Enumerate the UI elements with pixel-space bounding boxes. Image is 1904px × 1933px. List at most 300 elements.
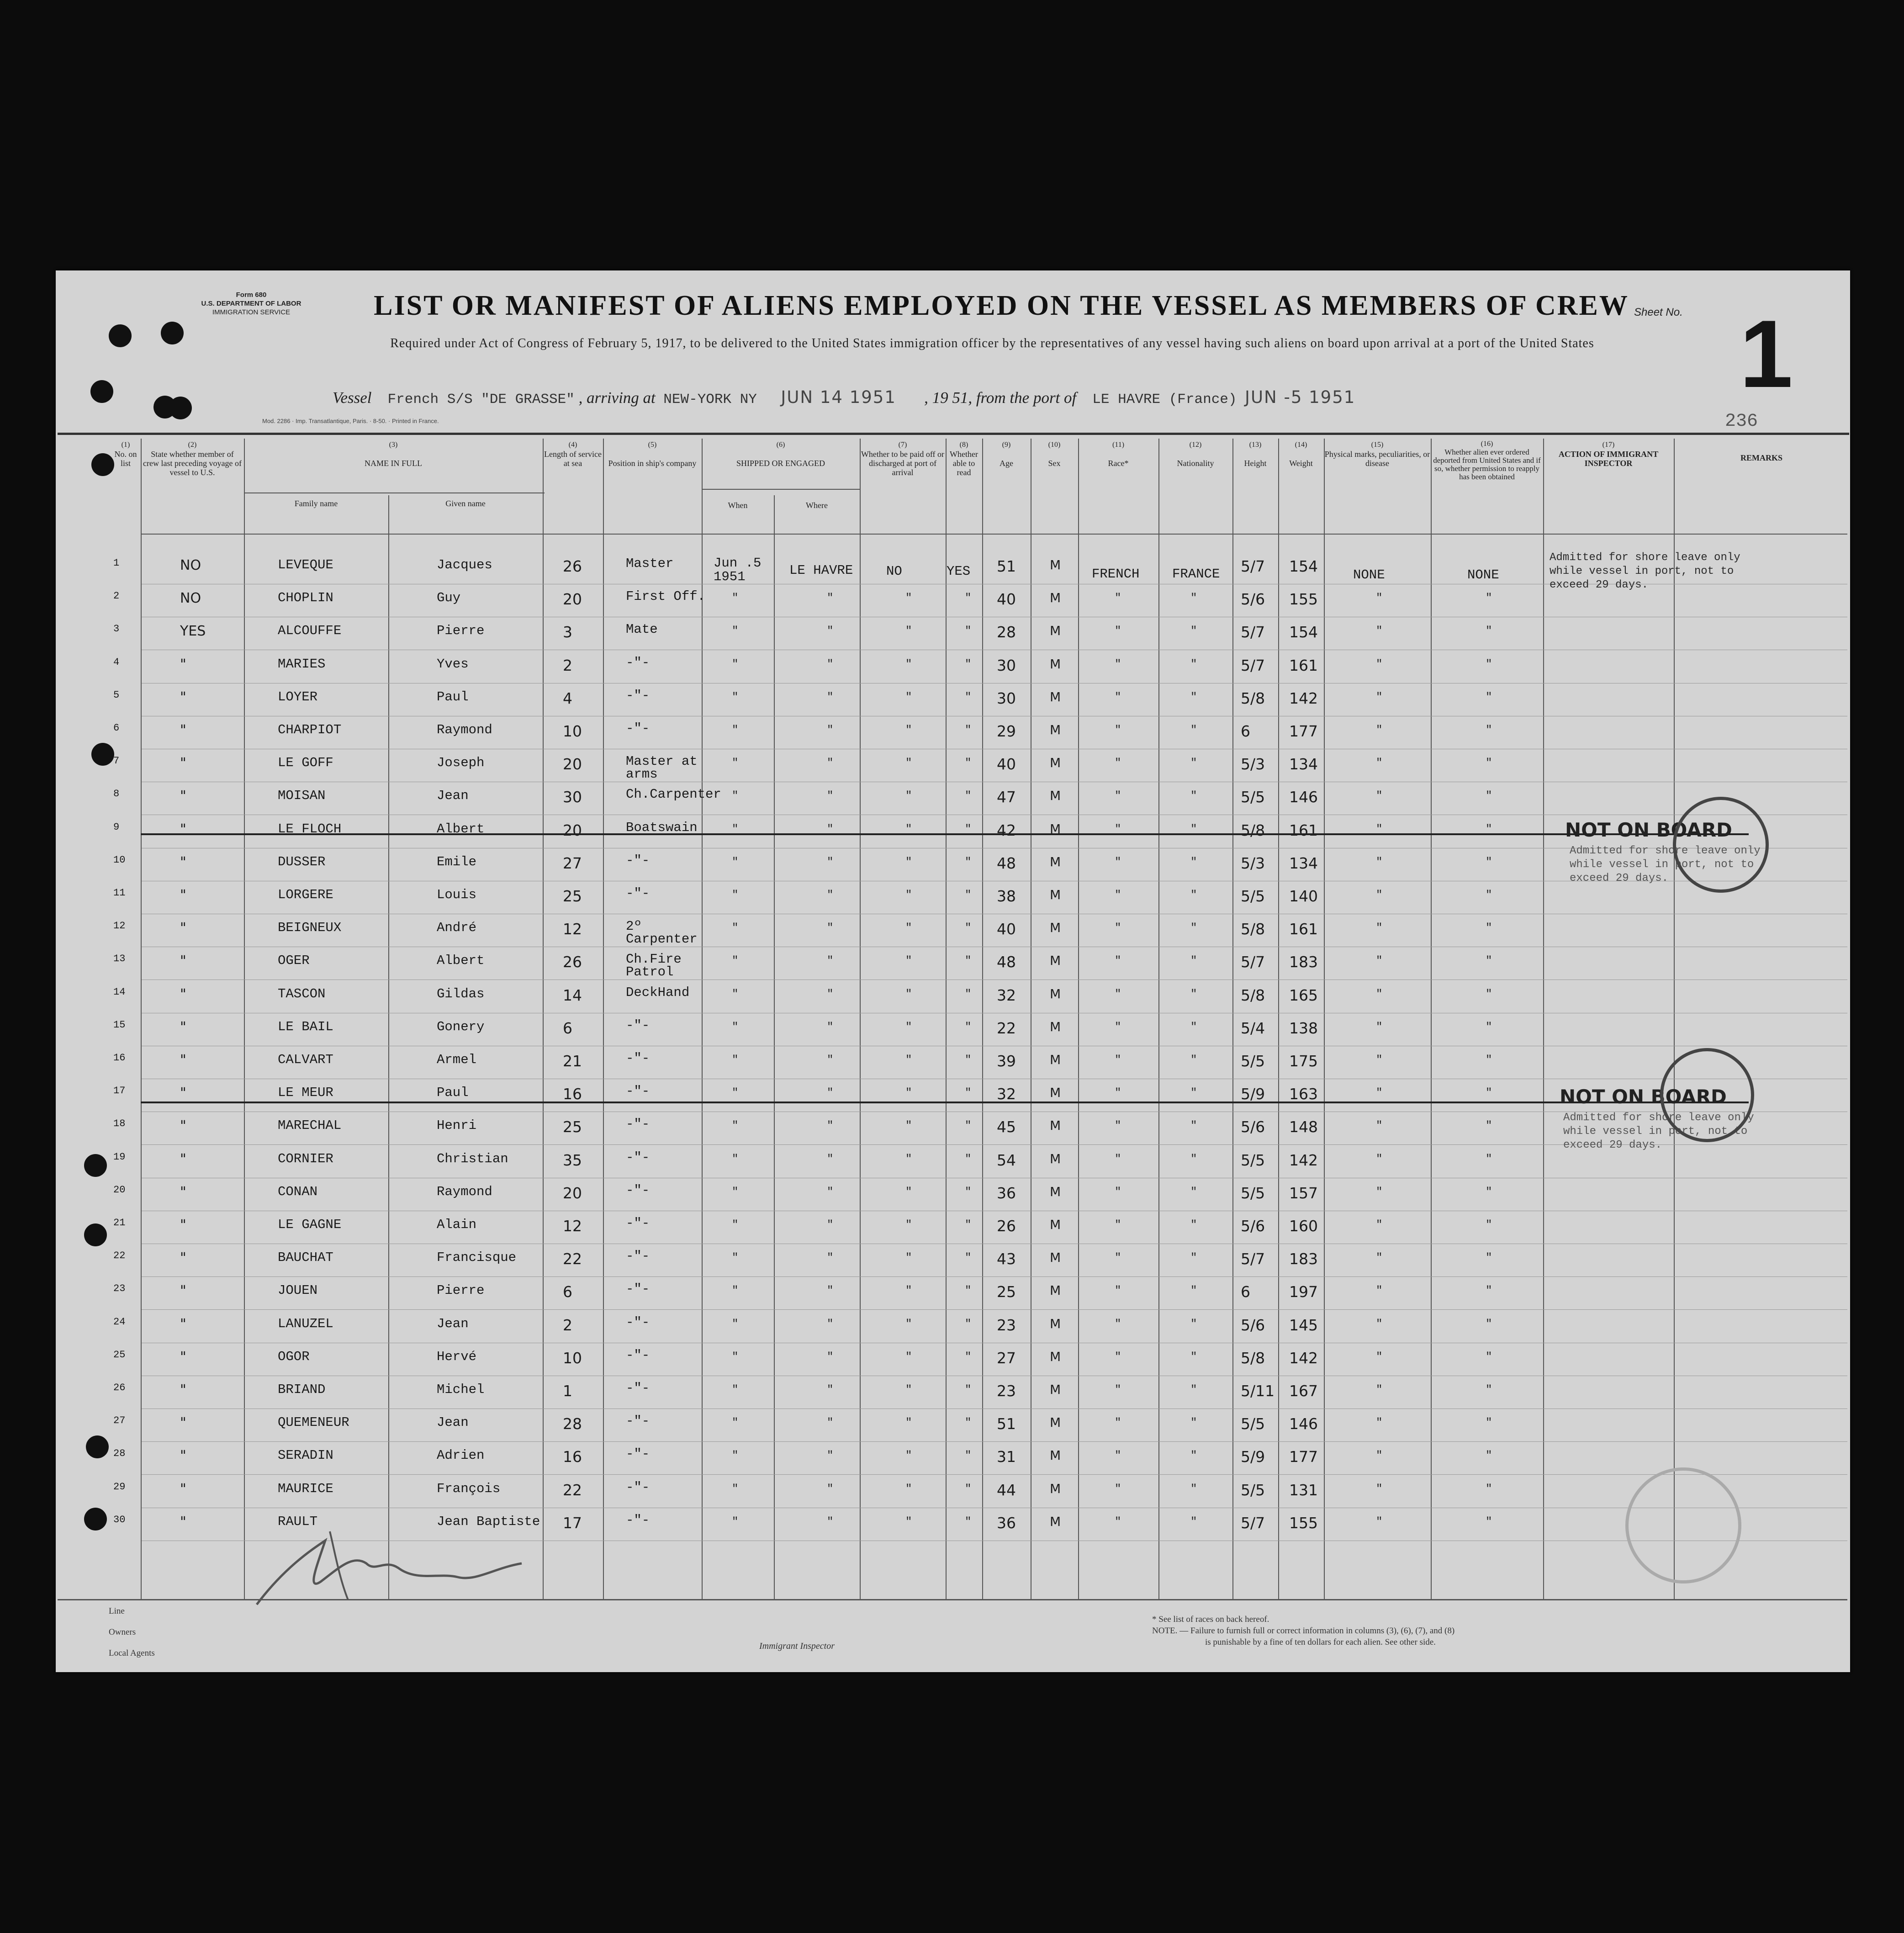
page-title: LIST OR MANIFEST OF ALIENS EMPLOYED ON THE VESSEL AS MEMBERS OF CREW <box>374 290 1629 321</box>
ditto-mark: " <box>1190 1285 1197 1297</box>
ditto-mark: " <box>1190 1450 1197 1462</box>
column-divider <box>1078 439 1079 1599</box>
column-divider <box>982 439 983 1599</box>
paid-off-cell: NO <box>886 564 902 579</box>
age-cell: 44 <box>997 1481 1016 1499</box>
row-number: 14 <box>113 986 126 998</box>
ditto-mark: " <box>905 922 912 934</box>
row-number: 19 <box>113 1151 126 1163</box>
ditto-mark: " <box>1190 1318 1197 1330</box>
ditto-mark: " <box>732 1054 739 1066</box>
ditto-mark: " <box>732 1021 739 1033</box>
ditto-mark: " <box>1486 691 1492 704</box>
ditto-mark: " <box>827 1450 834 1462</box>
family-name-cell: BRIAND <box>278 1382 326 1397</box>
row-rule <box>142 1441 1847 1442</box>
given-name-cell: Adrien <box>437 1448 485 1463</box>
official-seal <box>1660 1048 1754 1142</box>
service-length-cell: 12 <box>563 920 582 938</box>
ditto-mark: " <box>905 1450 912 1462</box>
ditto-mark: " <box>1115 823 1121 836</box>
ditto-mark: " <box>1190 988 1197 1001</box>
ditto-mark: " <box>965 889 972 901</box>
prev-voyage-cell: " <box>180 887 186 903</box>
official-seal <box>1673 797 1769 893</box>
position-cell: -"- <box>626 1018 650 1033</box>
age-cell: 31 <box>997 1448 1016 1466</box>
ditto-mark: " <box>827 757 834 769</box>
footnote: * See list of races on back hereof. NOTE. — Failure to furnish full or correct information in columns (3), (6), (7), and (8) is punishable by a fine of ten dollars for each alien. See other side. <box>1152 1615 1455 1647</box>
height-cell: 5/8 <box>1241 986 1265 1004</box>
ditto-mark: " <box>905 757 912 769</box>
punch-hole <box>169 397 192 419</box>
prev-voyage-cell: NO <box>180 557 201 573</box>
weight-cell: 131 <box>1289 1481 1318 1499</box>
given-name-cell: Armel <box>437 1052 477 1067</box>
age-cell: 40 <box>997 920 1016 938</box>
ditto-mark: " <box>965 988 972 1001</box>
ditto-mark: " <box>1486 1153 1492 1165</box>
family-name-cell: CALVART <box>278 1052 333 1067</box>
ditto-mark: " <box>1486 823 1492 836</box>
ditto-mark: " <box>827 691 834 704</box>
sex-cell: M <box>1050 722 1061 737</box>
ditto-mark: " <box>1376 724 1383 736</box>
ditto-mark: " <box>905 1285 912 1297</box>
weight-cell: 148 <box>1289 1118 1318 1136</box>
ditto-mark: " <box>1376 1318 1383 1330</box>
prev-voyage-cell: " <box>180 755 186 771</box>
ditto-mark: " <box>965 1021 972 1033</box>
given-name-cell: Pierre <box>437 623 485 638</box>
position-cell: -"- <box>626 1051 650 1066</box>
ditto-mark: " <box>905 1483 912 1495</box>
position-cell: -"- <box>626 1183 650 1198</box>
family-name-cell: MOISAN <box>278 788 326 803</box>
ditto-mark: " <box>965 1384 972 1396</box>
prev-voyage-cell: " <box>180 1448 186 1464</box>
punch-hole <box>86 1435 109 1458</box>
ditto-mark: " <box>905 1417 912 1429</box>
ditto-mark: " <box>1115 1417 1121 1429</box>
position-cell: -"- <box>626 1150 650 1165</box>
ditto-mark: " <box>905 1054 912 1066</box>
header-physical-marks: (15) Physical marks, peculiarities, or disease <box>1324 441 1430 468</box>
service-name: IMMIGRATION SERVICE <box>212 308 291 316</box>
ditto-mark: " <box>965 856 972 869</box>
position-cell: -"- <box>626 1348 650 1363</box>
weight-cell: 165 <box>1289 986 1318 1004</box>
prev-voyage-cell: " <box>180 1283 186 1299</box>
given-name-cell: Louis <box>437 887 477 902</box>
ditto-mark: " <box>1115 856 1121 869</box>
service-length-cell: 25 <box>563 887 582 905</box>
height-cell: 5/5 <box>1241 1052 1265 1070</box>
family-name-cell: QUEMENEUR <box>278 1415 349 1430</box>
weight-cell: 138 <box>1289 1019 1318 1037</box>
sex-cell: M <box>1050 1283 1061 1298</box>
sex-cell: M <box>1050 1316 1061 1331</box>
ditto-mark: " <box>827 955 834 967</box>
ditto-mark: " <box>827 658 834 671</box>
ditto-mark: " <box>827 1417 834 1429</box>
ditto-mark: " <box>905 1186 912 1198</box>
ditto-mark: " <box>827 1384 834 1396</box>
ditto-mark: " <box>827 988 834 1001</box>
service-length-cell: 20 <box>563 1184 582 1202</box>
ditto-mark: " <box>1115 757 1121 769</box>
age-cell: 30 <box>997 689 1016 707</box>
column-divider <box>1543 439 1544 1599</box>
weight-cell: 197 <box>1289 1283 1318 1301</box>
prev-voyage-cell: " <box>180 1382 186 1398</box>
ditto-mark: " <box>1486 1021 1492 1033</box>
sex-cell: M <box>1050 689 1061 704</box>
ditto-mark: " <box>1486 1186 1492 1198</box>
ditto-mark: " <box>1190 1384 1197 1396</box>
printer-line: Mod. 2286 · Imp. Transatlantique, Paris. · 8-50. · Printed in France. <box>262 418 439 424</box>
row-number: 4 <box>113 657 120 668</box>
prev-voyage-cell: " <box>180 1481 186 1497</box>
family-name-cell: MAURICE <box>278 1481 333 1496</box>
sex-cell: M <box>1050 1217 1061 1232</box>
family-name-cell: SERADIN <box>278 1448 333 1463</box>
ditto-mark: " <box>1486 658 1492 671</box>
ditto-mark: " <box>905 724 912 736</box>
ditto-mark: " <box>827 922 834 934</box>
given-name-cell: Paul <box>437 1085 469 1100</box>
weight-cell: 167 <box>1289 1382 1318 1400</box>
age-cell: 32 <box>997 986 1016 1004</box>
family-name-cell: CORNIER <box>278 1151 333 1166</box>
ditto-mark: " <box>1190 1186 1197 1198</box>
ditto-mark: " <box>732 1417 739 1429</box>
position-cell: -"- <box>626 1513 650 1528</box>
height-cell: 5/3 <box>1241 755 1265 773</box>
given-name-cell: Jean <box>437 1316 469 1331</box>
ditto-mark: " <box>732 1516 739 1528</box>
ditto-mark: " <box>905 790 912 802</box>
given-name-cell: François <box>437 1481 501 1496</box>
row-number: 8 <box>113 788 120 800</box>
ditto-mark: " <box>905 592 912 604</box>
ditto-mark: " <box>1190 790 1197 802</box>
weight-cell: 161 <box>1289 920 1318 938</box>
ditto-mark: " <box>732 988 739 1001</box>
ditto-mark: " <box>1115 1153 1121 1165</box>
age-cell: 23 <box>997 1382 1016 1400</box>
given-name-cell: Michel <box>437 1382 485 1397</box>
ditto-mark: " <box>1486 1384 1492 1396</box>
ditto-mark: " <box>1486 592 1492 604</box>
ditto-mark: " <box>732 757 739 769</box>
sex-cell: M <box>1050 1052 1061 1067</box>
ditto-mark: " <box>965 823 972 836</box>
service-length-cell: 2 <box>563 1316 572 1334</box>
weight-cell: 157 <box>1289 1184 1318 1202</box>
sex-cell: M <box>1050 854 1061 869</box>
given-name-cell: Raymond <box>437 722 492 737</box>
position-cell: -"- <box>626 1414 650 1429</box>
row-number: 22 <box>113 1250 126 1261</box>
height-cell: 5/7 <box>1241 623 1265 641</box>
prev-voyage-cell: " <box>180 1316 186 1332</box>
header-sex: (10) Sex <box>1048 441 1061 468</box>
punch-hole <box>90 380 113 403</box>
weight-cell: 183 <box>1289 953 1318 971</box>
header-shipped: (6) SHIPPED OR ENGAGED <box>736 441 825 468</box>
ditto-mark: " <box>732 1384 739 1396</box>
given-name-cell: Jean <box>437 1415 469 1430</box>
position-cell: -"- <box>626 655 650 670</box>
ditto-mark: " <box>1376 757 1383 769</box>
prev-voyage-cell: NO <box>180 590 201 606</box>
age-cell: 48 <box>997 953 1016 971</box>
given-name-cell: Joseph <box>437 755 485 770</box>
ditto-mark: " <box>905 1351 912 1363</box>
age-cell: 39 <box>997 1052 1016 1070</box>
ditto-mark: " <box>732 1450 739 1462</box>
prev-voyage-cell: " <box>180 722 186 738</box>
header-weight: (14) Weight <box>1289 441 1313 468</box>
ditto-mark: " <box>827 1186 834 1198</box>
ditto-mark: " <box>1486 1252 1492 1264</box>
age-cell: 38 <box>997 887 1016 905</box>
strike-line <box>141 1102 1749 1103</box>
ditto-mark: " <box>827 1054 834 1066</box>
weight-cell: 145 <box>1289 1316 1318 1334</box>
family-name-cell: OGER <box>278 953 310 968</box>
ditto-mark: " <box>732 724 739 736</box>
service-length-cell: 20 <box>563 821 582 839</box>
prev-voyage-cell: " <box>180 1085 186 1101</box>
sex-cell: M <box>1050 1118 1061 1133</box>
not-on-board-stamp: NOT ON BOARD <box>1565 819 1732 841</box>
ditto-mark: " <box>827 889 834 901</box>
sex-cell: M <box>1050 1448 1061 1463</box>
ditto-mark: " <box>1376 889 1383 901</box>
age-cell: 30 <box>997 657 1016 674</box>
header-remarks: REMARKS <box>1740 453 1782 462</box>
ditto-mark: " <box>1376 1285 1383 1297</box>
punch-hole <box>91 743 114 766</box>
ditto-mark: " <box>905 1318 912 1330</box>
ditto-mark: " <box>1376 658 1383 671</box>
ditto-mark: " <box>1376 1252 1383 1264</box>
height-cell: 5/8 <box>1241 1349 1265 1367</box>
ditto-mark: " <box>1190 1417 1197 1429</box>
ditto-mark: " <box>1190 1153 1197 1165</box>
ditto-mark: " <box>1486 1450 1492 1462</box>
row-number: 16 <box>113 1052 126 1064</box>
row-rule <box>142 1309 1847 1310</box>
ditto-mark: " <box>1115 1351 1121 1363</box>
position-cell: -"- <box>626 886 650 901</box>
ditto-mark: " <box>732 1120 739 1132</box>
ditto-mark: " <box>905 625 912 637</box>
ditto-mark: " <box>732 856 739 869</box>
position-cell: -"- <box>626 1480 650 1495</box>
column-divider <box>1324 439 1325 1599</box>
position-cell: -"- <box>626 1446 650 1462</box>
year-text: , 19 51, from the port of <box>924 389 1077 407</box>
position-cell: First Off. <box>626 589 706 604</box>
age-cell: 54 <box>997 1151 1016 1169</box>
ditto-mark: " <box>1376 1120 1383 1132</box>
height-cell: 5/5 <box>1241 788 1265 806</box>
ditto-mark: " <box>827 1021 834 1033</box>
form-department-block <box>151 291 352 317</box>
ditto-mark: " <box>1115 1450 1121 1462</box>
weight-cell: 154 <box>1289 557 1318 575</box>
ditto-mark: " <box>1486 955 1492 967</box>
ditto-mark: " <box>1190 1120 1197 1132</box>
weight-cell: 146 <box>1289 788 1318 806</box>
given-name-cell: Jacques <box>437 557 492 572</box>
prev-voyage-cell: " <box>180 1217 186 1233</box>
family-name-cell: ALCOUFFE <box>278 623 342 638</box>
column-divider <box>388 495 389 1599</box>
position-cell: -"- <box>626 688 650 703</box>
ditto-mark: " <box>1190 1516 1197 1528</box>
ditto-mark: " <box>1376 955 1383 967</box>
weight-cell: 146 <box>1289 1415 1318 1433</box>
ditto-mark: " <box>905 1252 912 1264</box>
ditto-mark: " <box>965 1186 972 1198</box>
position-cell: -"- <box>626 1282 650 1297</box>
ditto-mark: " <box>905 856 912 869</box>
page-stamp: 236 <box>1725 411 1758 432</box>
age-cell: 29 <box>997 722 1016 740</box>
column-divider <box>774 495 775 1599</box>
row-number: 11 <box>113 887 126 899</box>
row-number: 30 <box>113 1514 126 1525</box>
service-length-cell: 6 <box>563 1283 572 1301</box>
age-cell: 25 <box>997 1283 1016 1301</box>
admission-remark: Admitted for shore leave only while vessel in port, not to exceed 29 days. <box>1563 1112 1754 1151</box>
ditto-mark: " <box>732 1153 739 1165</box>
ditto-mark: " <box>1190 823 1197 836</box>
weight-cell: 163 <box>1289 1085 1318 1103</box>
row-number: 17 <box>113 1085 126 1096</box>
height-cell: 5/4 <box>1241 1019 1265 1037</box>
header-deported: (16) Whether alien ever ordered deported from United States and if so, whether permission to reapply has been obtained <box>1433 440 1541 481</box>
ditto-mark: " <box>732 1087 739 1099</box>
ditto-mark: " <box>1115 1054 1121 1066</box>
vessel-label: Vessel <box>333 389 372 407</box>
punch-hole <box>84 1154 107 1177</box>
service-length-cell: 2 <box>563 657 572 674</box>
ditto-mark: " <box>1486 1054 1492 1066</box>
position-cell: -"- <box>626 853 650 868</box>
given-name-cell: Guy <box>437 590 461 605</box>
sheet-label: Sheet No. <box>1634 306 1683 318</box>
family-name-cell: OGOR <box>278 1349 310 1364</box>
ditto-mark: " <box>1190 856 1197 869</box>
height-cell: 5/6 <box>1241 1118 1265 1136</box>
row-number: 23 <box>113 1283 126 1294</box>
ditto-mark: " <box>905 1120 912 1132</box>
ditto-mark: " <box>1376 1186 1383 1198</box>
row-number: 29 <box>113 1481 126 1493</box>
prev-voyage-cell: " <box>180 689 186 705</box>
ditto-mark: " <box>827 823 834 836</box>
ditto-mark: " <box>1190 1252 1197 1264</box>
weight-cell: 140 <box>1289 887 1318 905</box>
header-inspector-action: (17) ACTION OF IMMIGRANT INSPECTOR <box>1558 441 1659 468</box>
family-name-cell: LORGERE <box>278 887 333 902</box>
height-cell: 5/7 <box>1241 953 1265 971</box>
ditto-mark: " <box>732 889 739 901</box>
ditto-mark: " <box>1115 658 1121 671</box>
service-length-cell: 20 <box>563 590 582 608</box>
family-name-cell: LANUZEL <box>278 1316 333 1331</box>
ditto-mark: " <box>905 1021 912 1033</box>
age-cell: 27 <box>997 1349 1016 1367</box>
ditto-mark: " <box>827 1516 834 1528</box>
ditto-mark: " <box>1486 790 1492 802</box>
weight-cell: 183 <box>1289 1250 1318 1268</box>
age-cell: 48 <box>997 854 1016 872</box>
weight-cell: 134 <box>1289 854 1318 872</box>
age-cell: 22 <box>997 1019 1016 1037</box>
service-length-cell: 10 <box>563 722 582 740</box>
header-subdivider <box>702 489 860 490</box>
ditto-mark: " <box>732 823 739 836</box>
age-cell: 51 <box>997 1415 1016 1433</box>
ditto-mark: " <box>1115 1285 1121 1297</box>
family-name-cell: CONAN <box>278 1184 318 1199</box>
column-divider <box>141 439 142 1599</box>
age-cell: 26 <box>997 1217 1016 1235</box>
ditto-mark: " <box>1376 625 1383 637</box>
sex-cell: M <box>1050 1085 1061 1100</box>
ditto-mark: " <box>1115 922 1121 934</box>
ditto-mark: " <box>1190 1351 1197 1363</box>
prev-voyage-cell: " <box>180 1415 186 1431</box>
family-name-cell: JOUEN <box>278 1283 318 1298</box>
sex-cell: M <box>1050 623 1061 638</box>
sex-cell: M <box>1050 1184 1061 1199</box>
service-length-cell: 28 <box>563 1415 582 1433</box>
height-cell: 5/6 <box>1241 1316 1265 1334</box>
ditto-mark: " <box>1376 1021 1383 1033</box>
sex-cell: M <box>1050 557 1061 572</box>
given-name-cell: Hervé <box>437 1349 477 1364</box>
physical-marks-cell: NONE <box>1353 567 1385 583</box>
given-name-cell: Christian <box>437 1151 508 1166</box>
height-cell: 6 <box>1241 722 1250 740</box>
position-cell: Master <box>626 556 674 571</box>
ditto-mark: " <box>1376 691 1383 704</box>
ditto-mark: " <box>1486 922 1492 934</box>
position-cell: 2º Carpenter <box>626 919 698 947</box>
ditto-mark: " <box>827 1483 834 1495</box>
ditto-mark: " <box>1486 1087 1492 1099</box>
ditto-mark: " <box>732 790 739 802</box>
given-name-cell: Albert <box>437 953 485 968</box>
given-name-cell: Gonery <box>437 1019 485 1034</box>
ditto-mark: " <box>1115 1087 1121 1099</box>
header-position: (5) Position in ship's company <box>608 441 697 468</box>
ditto-mark: " <box>905 889 912 901</box>
sex-cell: M <box>1050 657 1061 672</box>
family-name-cell: LEVEQUE <box>278 557 333 572</box>
ditto-mark: " <box>965 1252 972 1264</box>
family-name-cell: BAUCHAT <box>278 1250 333 1265</box>
ditto-mark: " <box>827 1087 834 1099</box>
ditto-mark: " <box>1486 988 1492 1001</box>
